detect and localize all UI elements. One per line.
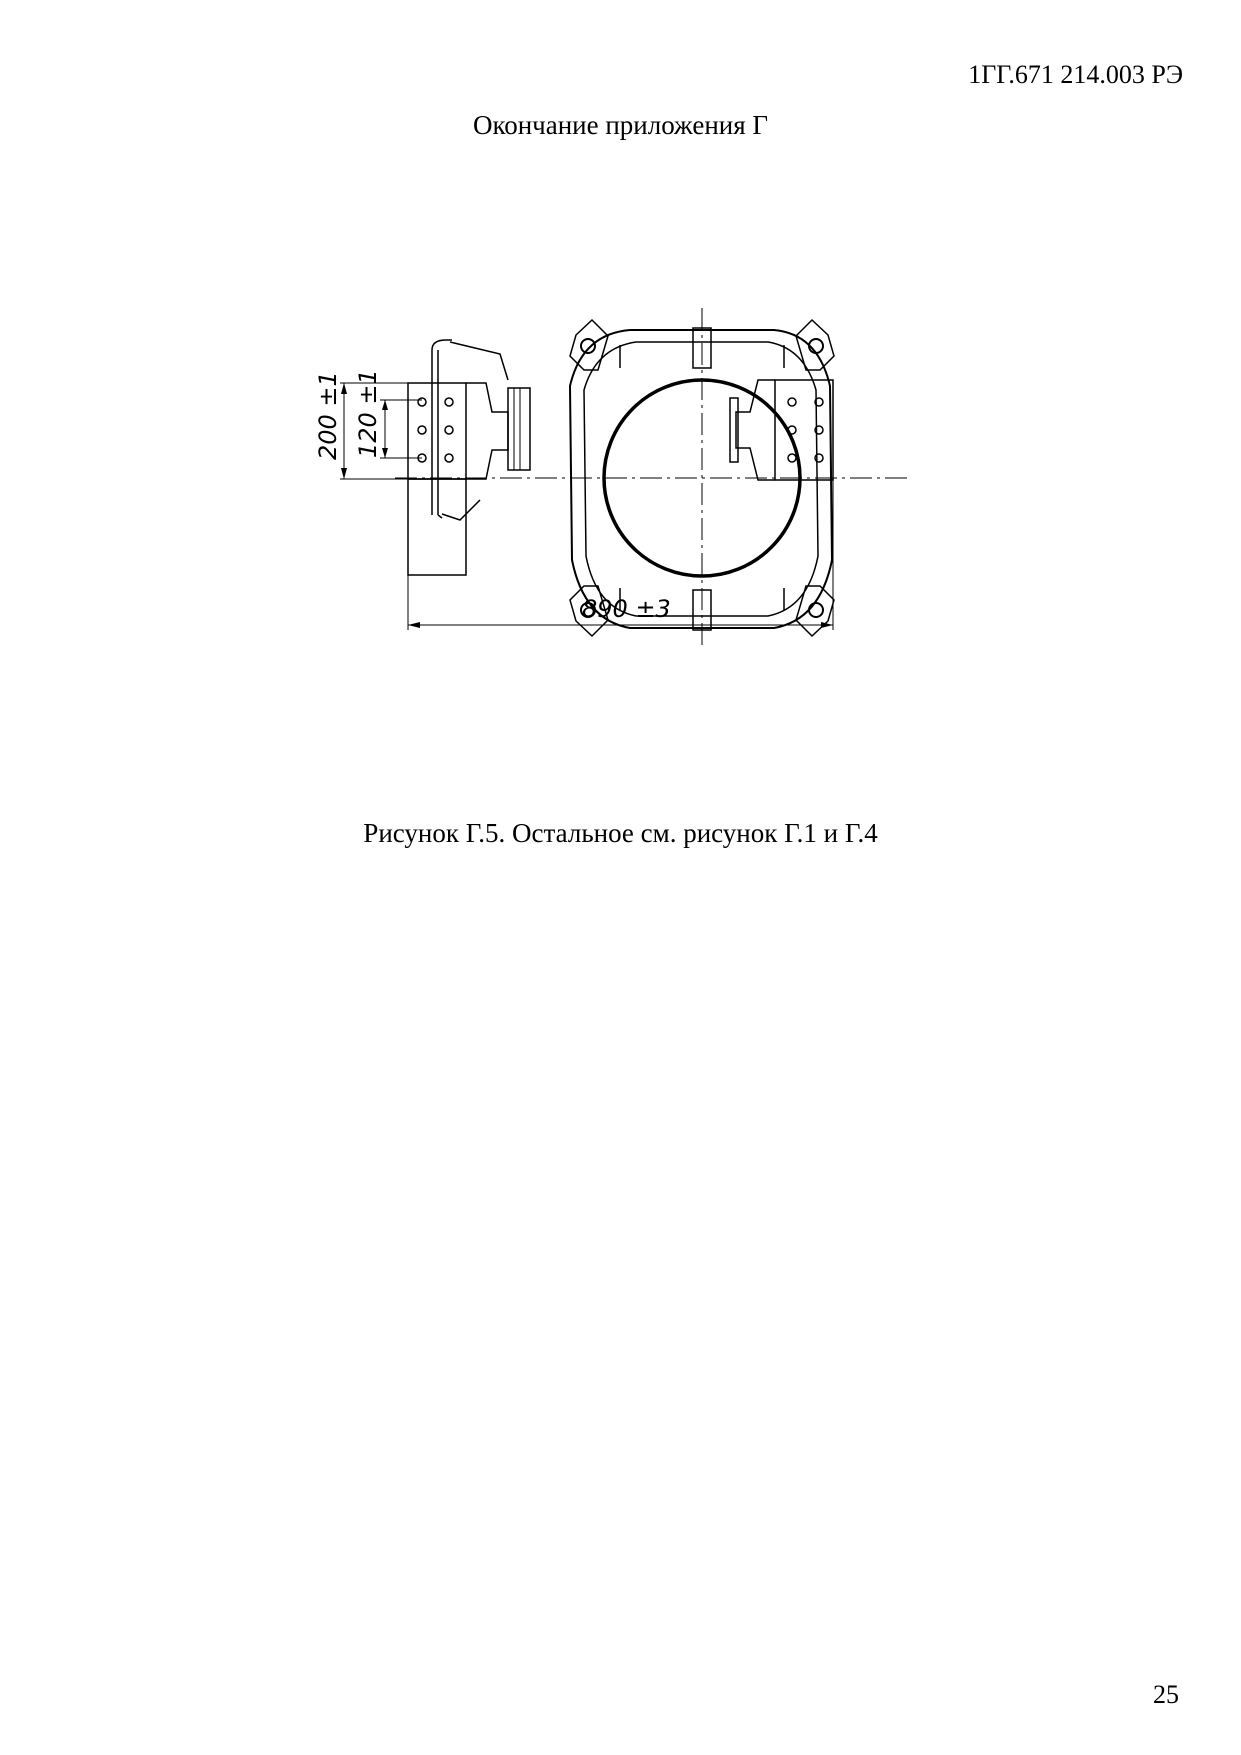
- corner-bracket-top-left: [570, 320, 608, 370]
- dimension-lines: [340, 383, 833, 630]
- housing-outer: [570, 330, 832, 628]
- left-terminal-plate: [408, 383, 466, 479]
- corner-bracket-bottom-right: [796, 586, 834, 636]
- right-terminal-bolts: [788, 398, 823, 462]
- dimension-height-outer: 200 ±1: [314, 371, 342, 460]
- left-cable-bracket: [432, 340, 452, 518]
- appendix-title: Окончание приложения Г: [472, 110, 769, 140]
- right-flange: [730, 398, 738, 462]
- left-flange: [508, 388, 530, 470]
- right-terminal-plate: [775, 380, 833, 480]
- document-code: 1ГГ.671 214.003 РЭ: [968, 60, 1183, 89]
- figure-caption: Рисунок Г.5. Остальное см. рисунок Г.1 и Г.4: [363, 818, 878, 848]
- dimension-height-inner: 120 ±1: [354, 369, 382, 458]
- corner-bracket-top-right: [796, 320, 834, 370]
- technical-drawing: [314, 290, 950, 720]
- page-number: 25: [1153, 1680, 1179, 1709]
- left-terminal-bolts: [418, 398, 453, 462]
- dimension-width-overall: 890 ±3: [582, 595, 671, 623]
